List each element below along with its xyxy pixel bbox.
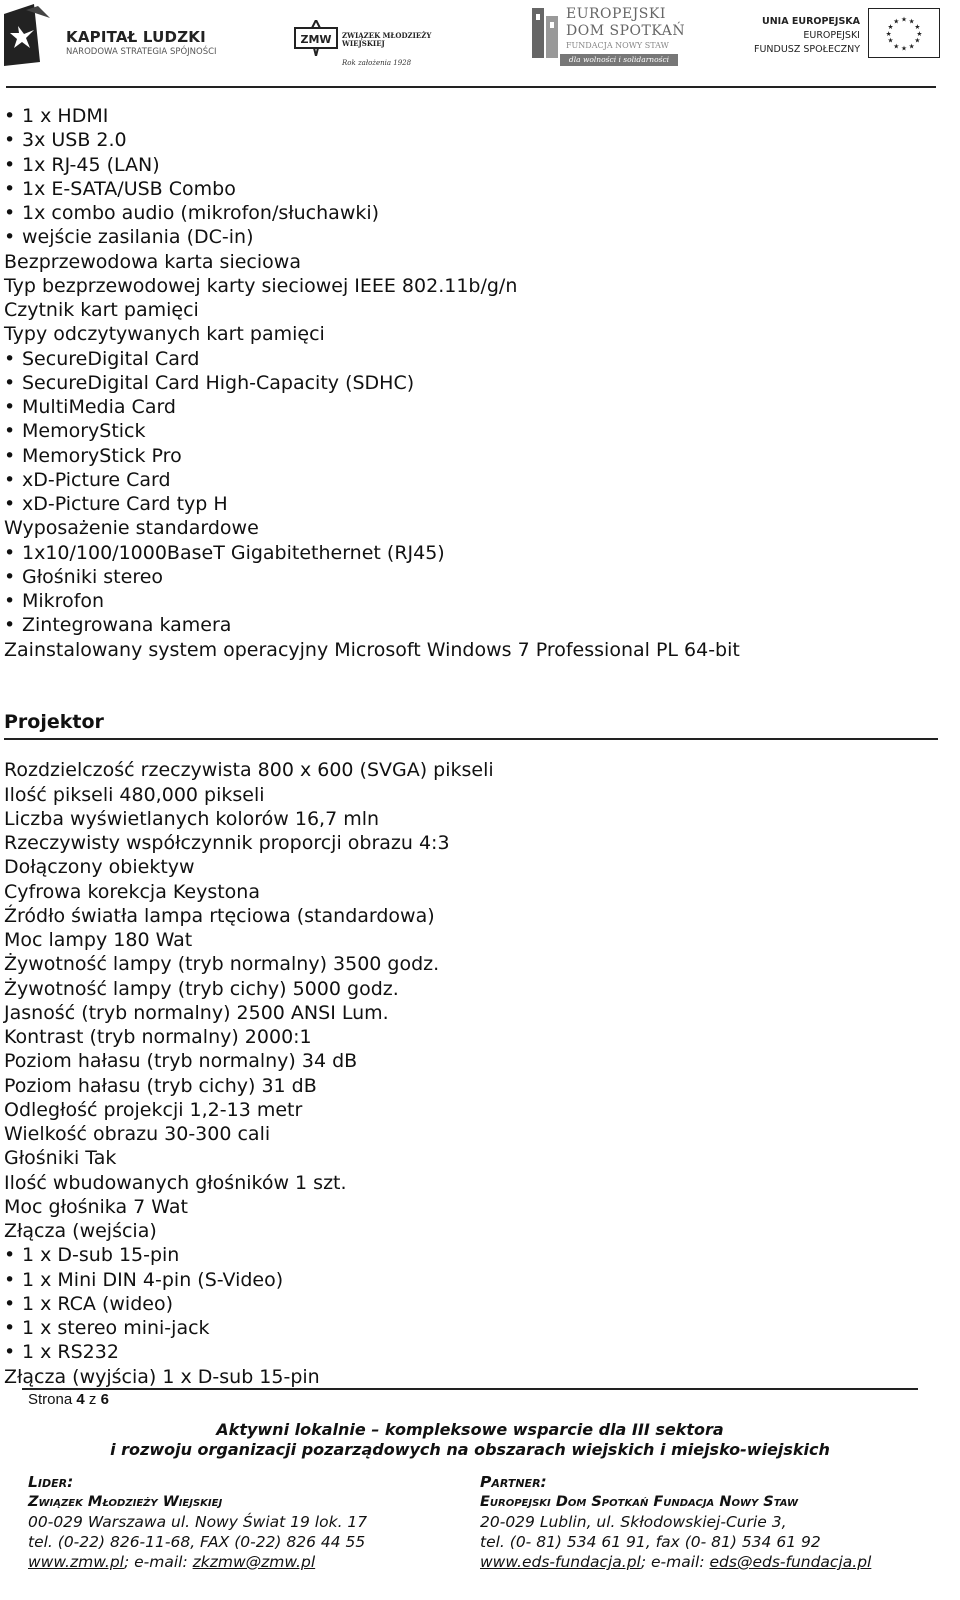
spec-line: Głośniki Tak bbox=[4, 1147, 117, 1170]
header-divider bbox=[6, 86, 936, 88]
leader-email-prefix: ; e-mail: bbox=[123, 1553, 193, 1571]
eds-line3: FUNDACJA NOWY STAW bbox=[566, 41, 669, 50]
bullet-list-item: • 1x10/100/1000BaseT Gigabitethernet (RJ45) bbox=[4, 541, 934, 565]
spec-line: Typ bezprzewodowej karty sieciowej IEEE 802.11b/g/n bbox=[4, 274, 518, 297]
spec-content bbox=[4, 104, 934, 1389]
section-spacer bbox=[4, 662, 934, 711]
svg-text:★: ★ bbox=[893, 17, 900, 26]
partner-email-link[interactable]: eds@eds-fundacja.pl bbox=[709, 1553, 872, 1571]
spec-line: Moc głośnika 7 Wat bbox=[4, 1195, 188, 1218]
spec-line: Poziom hałasu (tryb normalny) 34 dB bbox=[4, 1050, 358, 1073]
section-divider bbox=[4, 738, 938, 740]
svg-text:★: ★ bbox=[908, 42, 915, 51]
eds-line2: DOM SPOTKAŃ bbox=[566, 23, 686, 39]
bullet-list-item: • 1 x HDMI bbox=[4, 104, 934, 128]
spec-line: Jasność (tryb normalny) 2500 ANSI Lum. bbox=[4, 1001, 389, 1024]
spec-line: Dołączony obiektyw bbox=[4, 856, 195, 879]
spec-line: Poziom hałasu (tryb cichy) 31 dB bbox=[4, 1074, 317, 1097]
spec-line: Źródło światła lampa rtęciowa (standardowa) bbox=[4, 904, 435, 927]
bullet-list-item: • 1 x D-sub 15-pin bbox=[4, 1243, 934, 1267]
leader-links bbox=[28, 1552, 367, 1572]
kapital-ludzki-title: KAPITAŁ LUDZKI bbox=[66, 28, 206, 46]
spec-line: Rozdzielczość rzeczywista 800 x 600 (SVGA) pikseli bbox=[4, 759, 494, 782]
spec-line: Typy odczytywanych kart pamięci bbox=[4, 323, 325, 346]
bullet-list-item: • 1x combo audio (mikrofon/słuchawki) bbox=[4, 201, 934, 225]
kapital-ludzki-emblem-icon bbox=[4, 4, 56, 66]
page-number-separator: z bbox=[88, 1391, 97, 1408]
leader-heading: Lider: bbox=[28, 1473, 74, 1491]
partner-contact bbox=[480, 1472, 871, 1572]
svg-text:★: ★ bbox=[887, 36, 894, 45]
section-title: Projektor bbox=[4, 711, 104, 734]
spec-line: Bezprzewodowa karta sieciowa bbox=[4, 250, 301, 273]
svg-text:★: ★ bbox=[893, 42, 900, 51]
spec-line: Wyposażenie standardowe bbox=[4, 517, 259, 540]
spec-line: Wielkość obrazu 30-300 cali bbox=[4, 1123, 271, 1145]
bullet-list-item: • 1x RJ-45 (LAN) bbox=[4, 153, 934, 177]
bullet-list-item: • 1 x RS232 bbox=[4, 1340, 934, 1364]
spec-line: Rzeczywisty współczynnik proporcji obrazu 4:3 bbox=[4, 832, 450, 854]
zmw-logo bbox=[294, 4, 434, 70]
partner-org: Europejski Dom Spotkań Fundacja Nowy Staw bbox=[480, 1494, 799, 1510]
projector-spec-list bbox=[4, 758, 934, 1389]
page-number-total: 6 bbox=[100, 1391, 109, 1408]
eds-line1: EUROPEJSKI bbox=[566, 6, 666, 22]
footer-slogan-line1: Aktywni lokalnie – kompleksowe wsparcie dla III sektora bbox=[216, 1420, 724, 1439]
spec-line: Liczba wyświetlanych kolorów 16,7 mln bbox=[4, 807, 380, 830]
svg-text:★: ★ bbox=[914, 36, 921, 45]
page-number-current: 4 bbox=[76, 1391, 85, 1408]
leader-phone: tel. (0-22) 826-11-68, FAX (0-22) 826 44 55 bbox=[28, 1533, 366, 1551]
svg-text:★: ★ bbox=[916, 29, 923, 38]
bullet-list-item: • Zintegrowana kamera bbox=[4, 613, 934, 637]
bullet-list-item: • 3x USB 2.0 bbox=[4, 128, 934, 152]
ue-line2: EUROPEJSKI bbox=[803, 30, 860, 41]
bullet-list-item: • wejście zasilania (DC-in) bbox=[4, 225, 934, 249]
spec-line: Zainstalowany system operacyjny Microsoft Windows 7 Professional PL 64-bit bbox=[4, 638, 740, 661]
spec-line: Złącza (wejścia) bbox=[4, 1220, 157, 1242]
bullet-list-item: • SecureDigital Card High-Capacity (SDHC) bbox=[4, 371, 934, 395]
bullet-list-item: • 1x E-SATA/USB Combo bbox=[4, 177, 934, 201]
zmw-name-line2: WIEJSKIEJ bbox=[342, 39, 385, 48]
leader-www-link[interactable]: www.zmw.pl bbox=[28, 1553, 124, 1571]
bullet-list-item: • Głośniki stereo bbox=[4, 565, 934, 589]
bullet-list-item: • MemoryStick bbox=[4, 419, 934, 443]
eu-flag-icon bbox=[868, 8, 940, 58]
bullet-list-item: • SecureDigital Card bbox=[4, 347, 934, 371]
partner-phone: tel. (0- 81) 534 61 91, fax (0- 81) 534 61 92 bbox=[480, 1533, 821, 1551]
svg-text:★: ★ bbox=[887, 23, 894, 32]
kapital-ludzki-subtitle: NARODOWA STRATEGIA SPÓJNOŚCI bbox=[66, 47, 217, 57]
laptop-spec-list bbox=[4, 104, 934, 662]
partner-email-prefix: ; e-mail: bbox=[640, 1553, 710, 1571]
partner-address: 20-029 Lublin, ul. Skłodowskiej-Curie 3, bbox=[480, 1513, 787, 1531]
spec-line: Ilość pikseli 480,000 pikseli bbox=[4, 783, 265, 806]
zmw-name bbox=[342, 32, 431, 48]
ue-line1: UNIA EUROPEJSKA bbox=[762, 16, 860, 27]
eds-line4: dla wolności i solidarności bbox=[560, 54, 678, 66]
ue-logo bbox=[756, 8, 940, 60]
bullet-list-item: • xD-Picture Card bbox=[4, 468, 934, 492]
spec-line: Ilość wbudowanych głośników 1 szt. bbox=[4, 1171, 347, 1194]
svg-text:★: ★ bbox=[908, 17, 915, 26]
page-number-prefix: Strona bbox=[28, 1391, 73, 1408]
leader-contact bbox=[28, 1472, 367, 1572]
eds-logo bbox=[530, 4, 690, 66]
spec-line: Żywotność lampy (tryb normalny) 3500 godz. bbox=[4, 953, 440, 976]
eds-emblem-icon bbox=[530, 4, 562, 64]
zmw-emblem-icon bbox=[294, 20, 338, 56]
page-header bbox=[0, 0, 960, 88]
spec-line: Cyfrowa korekcja Keystona bbox=[4, 880, 260, 903]
spec-line: Żywotność lampy (tryb cichy) 5000 godz. bbox=[4, 977, 399, 1000]
svg-text:ZMW: ZMW bbox=[300, 33, 332, 46]
partner-heading: Partner: bbox=[480, 1473, 547, 1491]
spec-line: Czytnik kart pamięci bbox=[4, 299, 199, 321]
svg-text:★: ★ bbox=[914, 23, 921, 32]
ue-line3: FUNDUSZ SPOŁECZNY bbox=[754, 44, 860, 55]
svg-text:★: ★ bbox=[885, 29, 892, 38]
bullet-list-item: • xD-Picture Card typ H bbox=[4, 492, 934, 516]
footer-divider bbox=[22, 1388, 918, 1390]
leader-org: Związek Młodzieży Wiejskiej bbox=[28, 1494, 223, 1510]
spec-line: Kontrast (tryb normalny) 2000:1 bbox=[4, 1026, 312, 1048]
svg-text:★: ★ bbox=[900, 15, 908, 24]
leader-address: 00-029 Warszawa ul. Nowy Świat 19 lok. 17 bbox=[28, 1513, 368, 1531]
zmw-year: Rok założenia 1928 bbox=[342, 59, 412, 67]
bullet-list-item: • 1 x stereo mini-jack bbox=[4, 1316, 934, 1340]
kapital-ludzki-logo bbox=[4, 4, 217, 70]
footer-slogan-line2: i rozwoju organizacji pozarządowych na obszarach wiejskich i miejsko-wiejskich bbox=[110, 1440, 830, 1459]
zmw-name-line1: ZWIĄZEK MŁODZIEŻY bbox=[342, 31, 432, 40]
spec-line: Moc lampy 180 Wat bbox=[4, 929, 193, 951]
partner-www-link[interactable]: www.eds-fundacja.pl bbox=[480, 1553, 641, 1571]
partner-links bbox=[480, 1552, 871, 1572]
spec-line: Odległość projekcji 1,2-13 metr bbox=[4, 1098, 303, 1121]
bullet-list-item: • MultiMedia Card bbox=[4, 395, 934, 419]
svg-text:★: ★ bbox=[900, 44, 908, 53]
leader-email-link[interactable]: zkzmw@zmw.pl bbox=[192, 1553, 316, 1571]
bullet-list-item: • MemoryStick Pro bbox=[4, 444, 934, 468]
bullet-list-item: • 1 x Mini DIN 4-pin (S-Video) bbox=[4, 1268, 934, 1292]
bullet-list-item: • 1 x RCA (wideo) bbox=[4, 1292, 934, 1316]
bullet-list-item: • Mikrofon bbox=[4, 589, 934, 613]
page-number bbox=[28, 1391, 109, 1408]
spec-line: Złącza (wyjścia) 1 x D-sub 15-pin bbox=[4, 1365, 320, 1388]
